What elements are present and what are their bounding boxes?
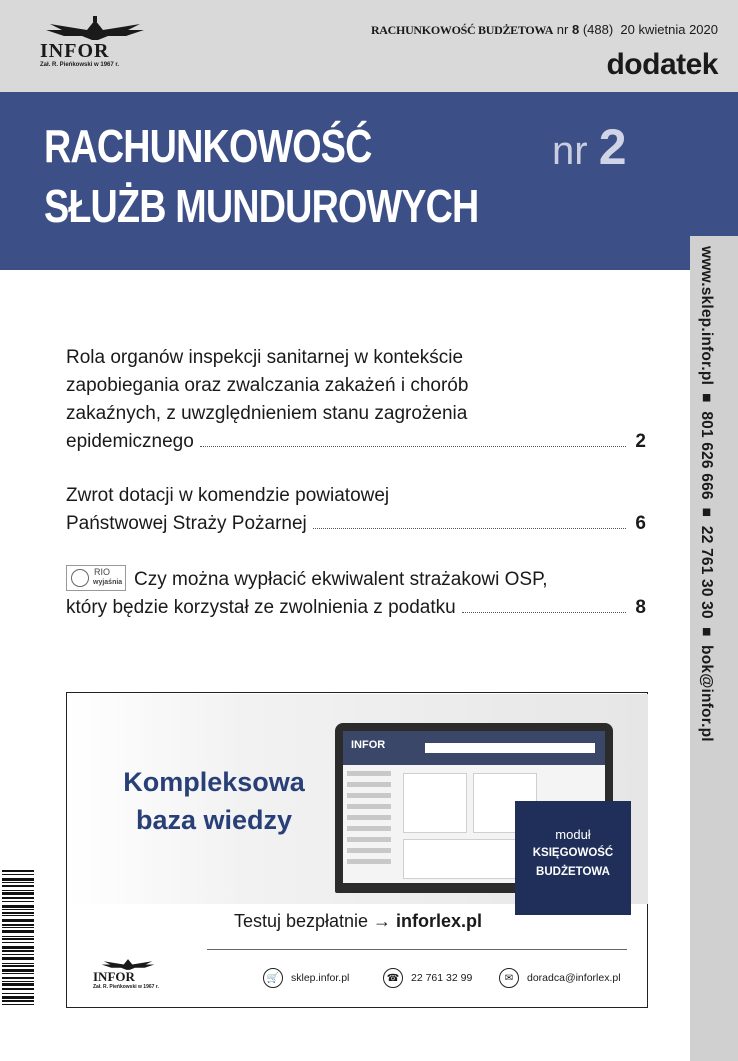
contact-text: 22 761 32 99 [411,972,473,984]
toc-page-number: 2 [635,431,646,452]
nr-label: nr [552,129,588,173]
issue-number: 8 [571,22,580,37]
rio-badge-subtitle: wyjaśnia [93,578,123,586]
toc-item[interactable] [66,344,646,456]
seal-icon [71,569,89,587]
toc-line: zapobiegania oraz zwalczania zakażeń i chorób [66,375,469,396]
logo-text: INFOR [40,40,110,62]
rio-badge-title: RIO [94,566,111,577]
ad-headline-line-1: Kompleksowa [123,767,305,797]
cta-line[interactable] [67,911,649,932]
page-title [44,116,478,236]
toc-line: Zwrot dotacji w komendzie powiatowej [66,485,390,506]
toc-line: epidemicznego [66,431,194,452]
ad-logo-text: INFOR [93,969,135,984]
screen-search-box [425,743,595,753]
module-name-line-2: BUDŻETOWA [536,866,610,878]
ad-headline [89,763,339,839]
cta-link[interactable]: inforlex.pl [396,911,483,931]
infor-logo[interactable] [36,16,156,76]
divider [207,949,627,950]
toc-line: Czy można wypłacić ekwiwalent strażakowi OSP, [134,569,548,590]
title-line-1: RACHUNKOWOŚĆ [44,120,372,172]
supplement-number [552,118,627,176]
title-line-2: SŁUŻB MUNDUROWYCH [44,180,479,232]
screen-logo: INFOR [351,739,386,751]
eagle-icon [42,16,148,42]
nr-value: 2 [598,119,627,175]
toc-page-number: 8 [635,597,646,618]
ad-infor-logo[interactable] [93,957,173,997]
contact-shop[interactable] [263,968,349,988]
cta-text: Testuj bezpłatnie → [233,911,392,931]
contact-strip-text: www.sklep.infor.pl ■ 801 626 666 ■ 22 761 30 30 ■ bok@infor.pl [698,246,715,742]
toc-line: Rola organów inspekcji sanitarnej w kontekście [66,347,464,368]
module-name-line-1: KSIĘGOWOŚĆ [532,847,614,859]
publication-name: RACHUNKOWOŚĆ BUDŻETOWA [370,23,554,37]
contact-email[interactable] [499,968,621,988]
toc-page-number: 6 [635,513,646,534]
contact-text: sklep.infor.pl [291,972,350,984]
rio-badge [66,565,126,591]
screen-card [403,773,467,833]
issue-date: 20 kwietnia 2020 [620,22,718,37]
ad-logo-subtitle: Zał. R. Pieńkowski w 1967 r. [93,984,159,990]
cart-icon: 🛒 [263,968,283,988]
mail-icon: ✉ [499,968,519,988]
logo-subtitle: Zał. R. Pieńkowski w 1967 r. [40,62,120,68]
advertisement[interactable] [66,692,648,1008]
module-box [515,801,631,915]
phone-icon: ☎ [383,968,403,988]
toc-line: zakaźnych, z uwzględnieniem stanu zagrożenia [66,403,468,424]
contact-text: doradca@inforlex.pl [527,972,621,984]
toc-item[interactable] [66,482,646,538]
screen-sidebar [347,771,397,879]
toc-line: Państwowej Straży Pożarnej [66,513,307,534]
supplement-label: dodatek [606,48,718,81]
contact-phone[interactable] [383,968,472,988]
barcode [2,870,34,1060]
toc-line: który będzie korzystał ze zwolnienia z podatku [66,597,456,618]
screen-header [343,731,605,765]
toc-item[interactable] [66,566,646,622]
dot-leader [313,528,626,529]
issue-total: (488) [582,22,614,37]
dot-leader [200,446,626,447]
issue-prefix: nr [556,22,569,37]
ad-headline-line-2: baza wiedzy [135,805,293,835]
dot-leader [462,612,626,613]
module-label: moduł [555,827,591,842]
issue-info [371,22,718,38]
